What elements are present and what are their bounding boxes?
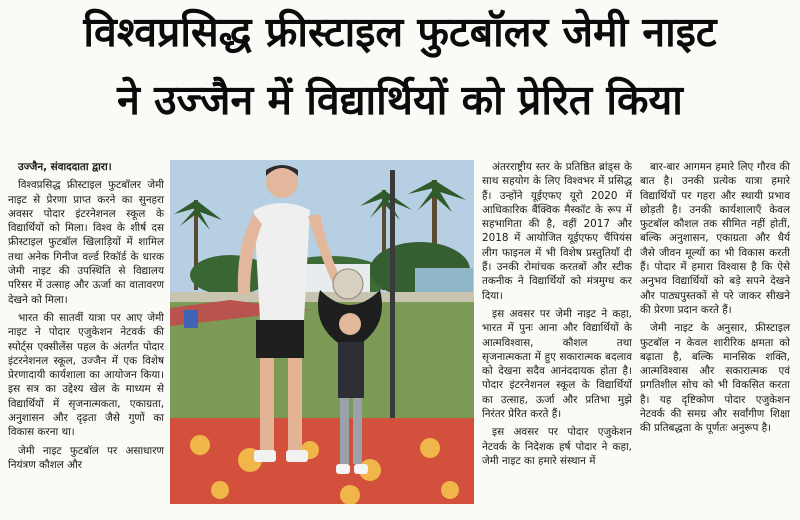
article-paragraph: इस अवसर पर जेमी नाइट ने कहा, भारत में पुनः आना और विद्यार्थियों के आत्मविश्वास, कौशल तथा सृजनात्मकता में हुए सकारात्मक बदलाव को देखना सदैव आनंददायक होता है। पोदार इंटरनेशनल स्कूल के विद्यार्थियों का उत्साह, ऊर्जा और प्रतिभा मुझे निरंतर प्रेरित करते हैं। [482, 307, 632, 421]
article-paragraph: विश्वप्रसिद्ध फ्रीस्टाइल फुटबॉलर जेमी नाइट से प्रेरणा प्राप्त करने का सुनहरा अवसर पोदार इंटरनेशनल स्कूल के विद्यार्थियों को मिला। विश्व के शीर्ष दस फ्रीस्टाइल फुटबॉल खिलाड़ियों में शामिल तथा अनेक गिनीज वर्ल्ड रिकॉर्ड के धारक जेमी नाइट की उपस्थिति से विद्यालय परिसर में उत्साह और ऊर्जा का वातावरण देखने को मिला। [8, 179, 164, 306]
headline-line-2: ने उज्जैन में विद्यार्थियों को प्रेरित किया [117, 76, 683, 124]
article-paragraph: अंतरराष्ट्रीय स्तर के प्रतिष्ठित ब्रांड्स के साथ सहयोग के लिए विश्वभर में प्रसिद्ध हैं। उन्होंने यूईएफए यूरो 2020 में आधिकारिक बैंक्विक मैस्कॉट के रूप में सहभागिता की है, वहीं 2017 और 2018 में आयोजित यूईएफए चैंपियंस लीग फाइनल में भी विशेष प्रस्तुतियाँ दी हैं। उनकी रोमांचक करतबों और स्टीक तकनीक ने विद्यार्थियों को मंत्रमुग्ध कर दिया। [482, 161, 632, 302]
article-paragraph: भारत की सातवीं यात्रा पर आए जेमी नाइट ने पोदार एजुकेशन नेटवर्क की स्पोर्ट्स एक्सीलेंस पहल के अंतर्गत पोदार इंटरनेशनल स्कूल, उज्जैन में एक विशेष प्रेरणादायी कार्यशाला का आयोजन किया। इस सत्र का उद्देश्य खेल के माध्यम से विद्यार्थियों में सृजनात्मकता, एकाग्रता, अनुशासन और दृढ़ता जैसे गुणों का विकास करना था। [8, 311, 164, 439]
dateline: उज्जैन, संवाददाता द्वारा। [18, 161, 112, 173]
article-paragraph: जेमी नाइट फुटबॉल पर असाधारण नियंत्रण कौशल और [8, 444, 164, 471]
article-paragraph: जेमी नाइट के अनुसार, फ्रीस्टाइल फुटबॉल न केवल शारीरिक क्षमता को बढ़ाता है, बल्कि मानसिक शक्ति, आत्मविश्वास और सकारात्मक एवं प्रगतिशील सोच को भी विकसित करता है। यह दृष्टिकोण पोदार एजुकेशन नेटवर्क की समग्र और सर्वांगीण शिक्षा की प्रतिबद्धता के पूर्णतः अनुरूप है। [640, 322, 790, 435]
article-column-1 [8, 160, 164, 476]
article-paragraph: बार-बार आगमन हमारे लिए गौरव की बात है। उनकी प्रत्येक यात्रा हमारे विद्यार्थियों पर गहरा और स्थायी प्रभाव छोड़ती है। उनकी कार्यशालाएँ केवल फुटबॉल कौशल तक सीमित नहीं होतीं, बल्कि अनुशासन, एकाग्रता और धैर्य जैसे जीवन मूल्यों का भी विकास करती हैं। पोदार में हमारा विश्वास है कि ऐसे अनुभव विद्यार्थियों को बड़े सपने देखने और पाठ्यपुस्तकों से परे जाकर सीखने की प्रेरणा प्रदान करते हैं। [640, 161, 790, 316]
news-photo [170, 160, 474, 504]
article-paragraph: इस अवसर पर पोदार एजुकेशन नेटवर्क के निदेशक हर्ष पोदार ने कहा, जेमी नाइट का हमारे संस्थान में [482, 426, 632, 467]
headline-line-1: विश्वप्रसिद्ध फ्रीस्टाइल फुटबॉलर जेमी नाइट [83, 8, 717, 56]
article-column-2 [482, 160, 632, 472]
article-column-3 [640, 160, 790, 440]
